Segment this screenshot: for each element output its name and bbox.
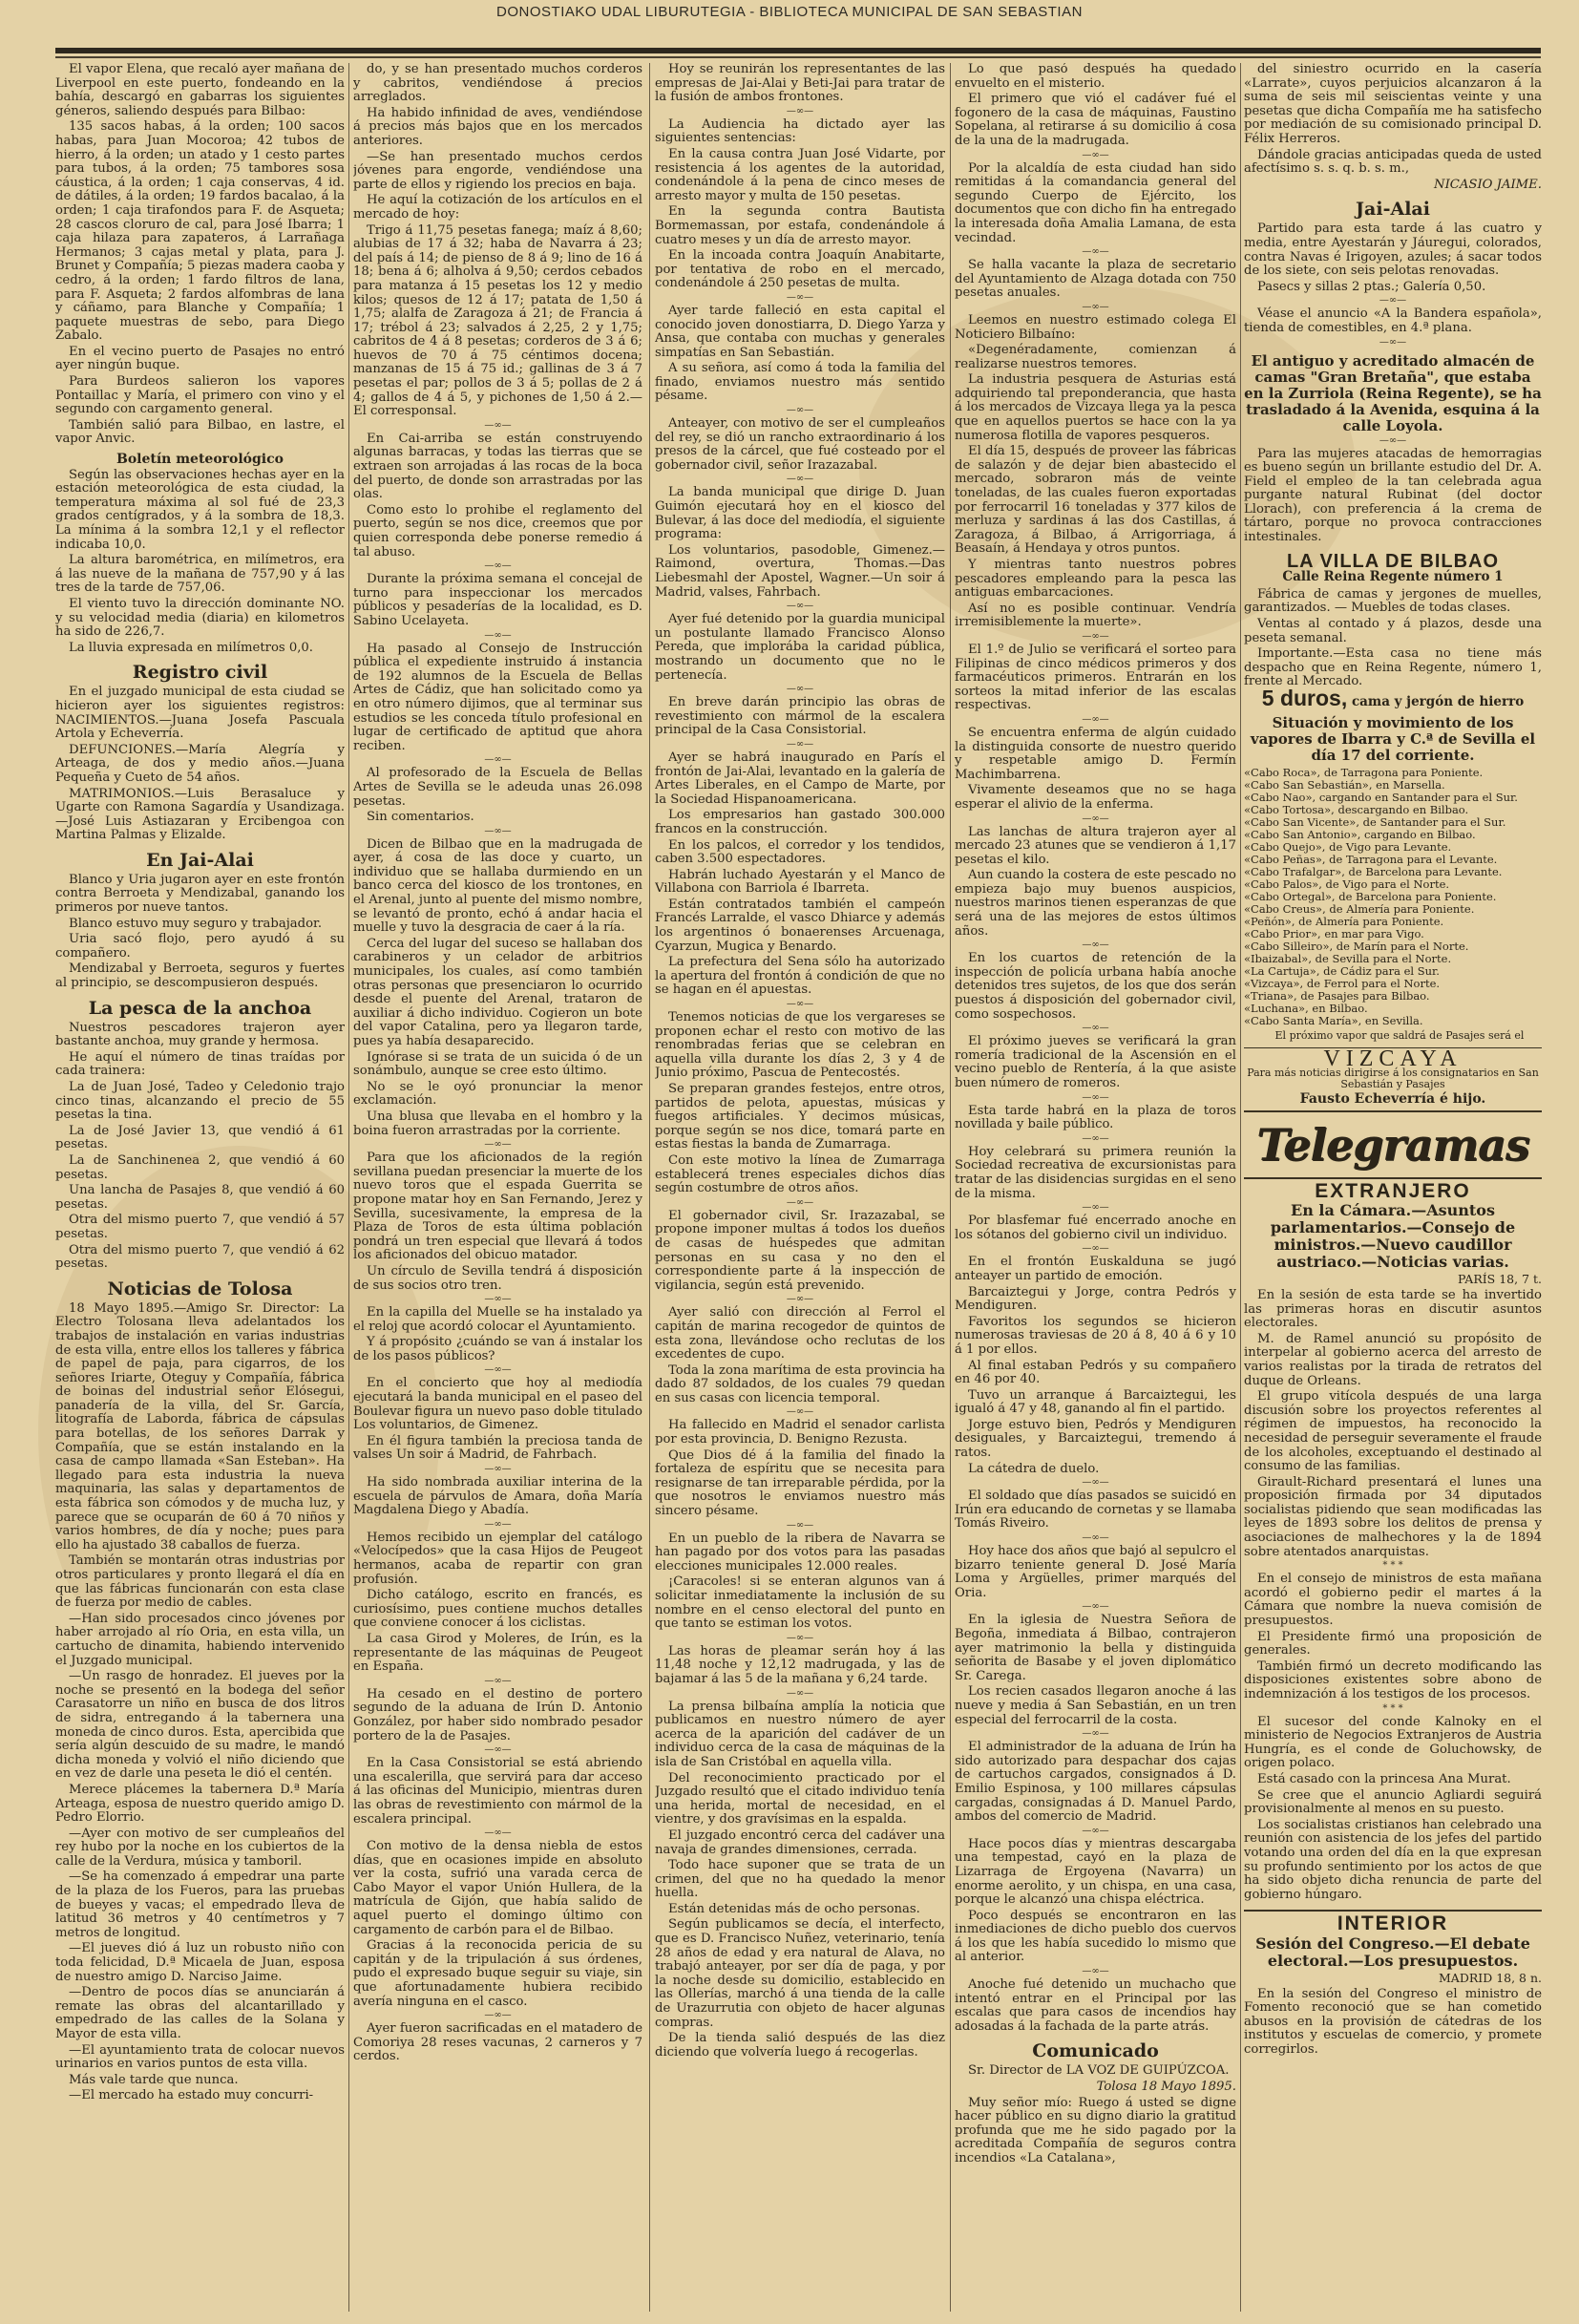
paragraph: —Dentro de pocos días se anunciarán á remate las obras del alcantarillado y empedrado de las calles de la Solana y Mayor de esta villa. <box>55 1985 345 2041</box>
paragraph: Tuvo un arranque á Barcaiztegui, les igualó á 47 y 48, ganando al fin el partido. <box>955 1387 1236 1417</box>
paragraph: 18 Mayo 1895.—Amigo Sr. Director: La Electro Tolosana lleva adelantados los trabajos de instalación en varias industrias de esta villa, entre ellos los talleres y fábrica de papel de paja, para cigarros, de los señores Iriarte, Oteguy y Compañía, fábrica de boinas del industrial señor Elósegui, panadería de la villa, del Sr. García, litografía de Laborda, fábrica de cápsulas para botellas, de los señores Darrak y Compañía, que se están instalando en la casa de campo llamada «San Esteban». Ha llegado para esta industria la nueva maquinaria, las salas y departamentos de esta fábrica son cómodos y de mucha luz, y parece que se ocuparán de 60 á 70 niños y varios hombres, de día y noche; pues para ello ha ajustado 38 caballos de fuerza. <box>55 1300 345 1553</box>
list-item: «Cabo Santa María», en Sevilla. <box>1244 1013 1423 1027</box>
paragraph: Ayer se habrá inaugurado en París el frontón de Jai-Alai, levantado en la galería de Artes Liberales, en el Campo de Marte, por la Sociedad Hispanoamericana. <box>655 750 945 807</box>
paragraph: Según las observaciones hechas ayer en la estación meteorológica de esta ciudad, la temperatura máxima al sol fué de 23,3 grados centígrados, y á la sombra de 18,3. La mínima á la sombra 12,1 y el reflector indicaba 10,0. <box>55 467 345 552</box>
paragraph: Con este motivo la línea de Zumarraga establecerá trenes especiales dichos días según costumbre de otros años. <box>655 1152 945 1196</box>
paragraph: Ayer fueron sacrificadas en el matadero de Comoriya 28 reses vacunas, 2 carneros y 7 cerdos. <box>353 2021 642 2064</box>
advert-vizcaya-agent: Fausto Echeverría é hijo. <box>1244 1092 1542 1112</box>
paragraph: La prefectura del Sena sólo ha autorizado la apertura del frontón á condición de que no se hagan en él apuestas. <box>655 955 945 998</box>
dateline: PARÍS 18, 7 t. <box>1458 1272 1542 1287</box>
paragraph: —El ayuntamiento trata de colocar nuevos urinarios en varios puntos de esta villa. <box>55 2042 345 2072</box>
heading-pesca-anchoa: La pesca de la anchoa <box>88 997 312 1019</box>
paragraph: Ha pasado al Consejo de Instrucción pública el expediente instruido á instancia de 192 alumnos de la Escuela de Bellas Artes de Cádiz, que han solicitado como ya en otro número dijimos, que al terminar sus estudios se les conceda título profesional en lugar de certificado de aptitud que ahora reciben. <box>353 641 642 753</box>
list-item: «Luchana», en Bilbao. <box>1244 1001 1368 1015</box>
ornament-divider: —∞— <box>786 1687 814 1699</box>
list-item: «Cabo Nao», cargando en Santander para el Sur. <box>1244 790 1518 804</box>
paragraph: Se halla vacante la plaza de secretario del Ayuntamiento de Alzaga dotada con 750 pesetas anuales. <box>955 258 1236 301</box>
paragraph: 135 sacos habas, á la orden; 100 sacos habas, para Juan Mocoroa; 42 tubos de hierro, á la orden; un atado y 1 cesto partes para tubos, á la orden; 75 tambores sosa cáustica, á la orden; 1 caja conservas, 4 id. de dátiles, á la orden; 19 fardos bacalao, á la orden; 1 caja tirafondos para F. de Asqueta; 28 cascos cloruro de cal, para José Ibarra; 1 caja hilaza para zapateros, á Larrañaga Hermanos; 3 cajas metal y plata, para J. Brunet y Compañía; 5 piezas madera caoba y cedro, á la orden; 1 fardo filtros de lana, para F. Asqueta; 2 fardos alfombras de lana y cáñamo, para Blanche y Compañía; 1 paquete muestras de sebo, para Diego Zabalo. <box>55 119 345 344</box>
advert-villa-bilbao-title: LA VILLA DE BILBAO <box>1286 550 1500 572</box>
paragraph: ¡Caracoles! si se enteran algunos van á solicitar inmediatamente la inclusión de su nombre en el censo electoral del punto en que tanto se estiman los votos. <box>655 1574 945 1632</box>
list-item: «La Cartuja», de Cádiz para el Sur. <box>1244 963 1440 978</box>
paragraph: El 1.º de Julio se verificará el sorteo para Filipinas de cinco médicos primeros y dos farmacéuticos primeros. Entrarán en los sorteos la mitad inferior de las escalas respectivas. <box>955 642 1236 713</box>
ornament-divider: —∞— <box>1082 630 1109 642</box>
list-item: «Cabo San Antonio», cargando en Bilbao. <box>1244 827 1476 841</box>
paragraph: Tenemos noticias de que los vergareses se proponen echar el resto con motivo de las renombradas ferias que se celebran en aquella villa durante los días 2, 3 y 4 de Junio próximo, Pascua de Pentecostés. <box>655 1010 945 1081</box>
paragraph: Las lanchas de altura trajeron ayer al mercado 23 atunes que se vendieron á 1,17 pesetas el kilo. <box>955 824 1236 867</box>
paragraph: Durante la próxima semana el concejal de turno para inspeccionar los mercados públicos y pesaderías de la localidad, es D. Sabino Ucelayeta. <box>353 572 642 628</box>
paragraph: Esta tarde habrá en la plaza de toros novillada y baile público. <box>955 1103 1236 1132</box>
ship-list <box>1244 767 1542 1027</box>
paragraph: Otra del mismo puerto 7, que vendió á 62 pesetas. <box>55 1242 345 1272</box>
paragraph: Mendizabal y Berroeta, seguros y fuertes al principio, se descompusieron después. <box>55 961 345 991</box>
paragraph: Aun cuando la costera de este pescado no empieza bajo muy buenos auspicios, nuestros marinos tienen esperanzas de que será una de las mejores de estos últimos años. <box>955 868 1236 939</box>
list-item: «Cabo Tortosa», descargando en Bilbao. <box>1244 802 1469 816</box>
paragraph: Ayer salió con dirección al Ferrol el capitán de marina recogedor de quintos de esta zona, llevándose ocho reclutas de los excedentes de cupo. <box>655 1305 945 1363</box>
column-4 <box>955 63 1236 2312</box>
paragraph: Nuestros pescadores trajeron ayer bastante anchoa, muy grande y hermosa. <box>55 1020 345 1049</box>
paragraph: Ha cesado en el destino de portero segundo de la aduana de Irún D. Antonio González, por haber sido nombrado pesador portero de la de Pasajes. <box>353 1686 642 1743</box>
paragraph: En la Casa Consistorial se está abriendo una escalerilla, que servirá para dar acceso á las oficinas del Municipio, mientras duren las obras de revestimiento con mármol de la escalera principal. <box>353 1756 642 1827</box>
list-item: «Cabo Creus», de Almería para Poniente. <box>1244 901 1475 916</box>
list-item: «Cabo Roca», de Tarragona para Poniente. <box>1244 765 1484 779</box>
telegram-headline: Sesión del Congreso.—El debate electoral.—Los presupuestos. <box>1255 1933 1530 1970</box>
paragraph: Dándole gracias anticipadas queda de usted afectísimo s. s. q. b. s. m., <box>1244 147 1542 177</box>
ornament-divider: —∞— <box>1082 1601 1109 1613</box>
paragraph: No se le oyó pronunciar la menor exclamación. <box>353 1079 642 1109</box>
paragraph: Están detenidas más de ocho personas. <box>668 1901 920 1916</box>
column-5 <box>1244 63 1542 2312</box>
ornament-divider: —∞— <box>1379 336 1407 348</box>
paragraph: Lo que pasó después ha quedado envuelto en el misterio. <box>955 63 1236 91</box>
ornament-divider: —∞— <box>484 560 512 572</box>
ornament-divider: —∞— <box>1379 434 1407 446</box>
paragraph: En el vecino puerto de Pasajes no entró ayer ningún buque. <box>55 344 345 373</box>
paragraph: En los palcos, el corredor y los tendidos, caben 3.500 espectadores. <box>655 837 945 867</box>
paragraph: Para que los aficionados de la región sevillana puedan presenciar la muerte de los nuevo toros que el espada Guerrita se propone matar hoy en San Fernando, Jerez y Sevilla, sucesivamente, la empresa de la Plaza de Toros de esta última población pondrá un tren especial que llevará á todos los aficionados del obicuo matador. <box>353 1151 642 1263</box>
list-item: «Cabo Prior», en mar para Vigo. <box>1244 926 1424 940</box>
ornament-divider: —∞— <box>786 105 814 116</box>
paragraph: Jorge estuvo bien, Pedrós y Mendiguren desiguales, y Barcaiztegui, tremendo á ratos. <box>955 1417 1236 1461</box>
paragraph: «Degenéradamente, comienzan á realizarse nuestros temores. <box>955 343 1236 371</box>
paragraph: —El jueves dió á luz un robusto niño con toda felicidad, D.ª Micaela de Juan, esposa de nuestro amigo D. Narciso Jaime. <box>55 1941 345 1984</box>
ornament-divider: —∞— <box>484 1518 512 1530</box>
paragraph: Hoy se reunirán los representantes de las empresas de Jai-Alai y Beti-Jai para tratar de la fusión de ambos frontones. <box>655 63 945 105</box>
paragraph: Una blusa que llevaba en el hombro y la boina fueron arrastradas por la corriente. <box>353 1109 642 1138</box>
paragraph: Los recien casados llegaron anoche á las nueve y media á San Sebastián, en un tren especial del ferrocarril de la costa. <box>955 1684 1236 1727</box>
paragraph: Al profesorado de la Escuela de Bellas Artes de Sevilla se le adeuda unas 26.098 pesetas. <box>353 766 642 809</box>
paragraph: do, y se han presentado muchos corderos y cabritos, vendiéndose á precios arreglados. <box>353 63 642 105</box>
advert-gran-bretana: El antiguo y acreditado almacén de camas "Gran Bretaña", que estaba en la Zurriola (Reina Regente), se ha trasladado á la Avenida, esquina á la calle Loyola. <box>1244 351 1542 434</box>
ornament-divider: —∞— <box>1082 1966 1109 1977</box>
advert-vizcaya-note: Para más noticias dirigirse á los consignatarios en San Sebastián y Pasajes <box>1247 1067 1539 1091</box>
paragraph: Dicho catálogo, escrito en francés, es curiosísimo, pues contiene muchos detalles que conviene conocer á los ciclistas. <box>353 1588 642 1631</box>
paragraph: Las horas de pleamar serán hoy á las 11,48 noche y 12,12 madrugada, y las de bajamar á las 5 de la mañana y 6,24 tarde. <box>655 1643 945 1686</box>
ornament-divider: —∞— <box>1082 246 1109 258</box>
ornament-divider: —∞— <box>1082 1477 1109 1489</box>
paragraph: Los voluntarios, pasodoble, Gimenez.—Raimond, overtura, Thomas.—Das Liebesmahl der Apostel, Wagner.—Un soir á Madrid, valses, Fahrbach. <box>655 542 945 600</box>
paragraph: El día 15, después de proveer las fábricas de salazón y de dejar bien abastecido el mercado, sobraron más de veinte toneladas, de las cuales fueron exportadas por ferrocarril 16 toneladas y 377 kilos de merluza y sardinas á las dos Castillas, á Zaragoza, á Bilbao, á Arrigorriaga, á Beasaín, á Hendaya y otros puntos. <box>955 444 1236 557</box>
list-item: «Cabo Ortegal», de Barcelona para Poniente. <box>1244 889 1497 903</box>
paragraph: El primero que vió el cadáver fué el fogonero de la casa de máquinas, Faustino Sopelana, al retirarse á su domicilio á cosa de la una de la madrugada. <box>955 92 1236 148</box>
ornament-divider: —∞— <box>786 474 814 485</box>
paragraph: En la iglesia de Nuestra Señora de Begoña, inmediata á Bilbao, contrajeron ayer matrimonio la bella y distinguida señorita de Basabe y el joven diplomático Sr. Carega. <box>955 1613 1236 1683</box>
paragraph: La industria pesquera de Asturias está adquiriendo tal preponderancia, que hasta á los mercados de Vizcaya llega ya la pesca que en aquellos puertos se hace con la ya numerosa flotilla de vapores pesqueros. <box>955 372 1236 443</box>
paragraph: del siniestro ocurrido en la casería «Larrate», cuyos perjuicios alcanzaron á la suma de seis mil seiscientas veinte y una pesetas que dicha Compañía me ha satisfecho por mediación de su comisionado principal D. Félix Herreros. <box>1244 63 1542 146</box>
column-1 <box>55 63 345 2312</box>
paragraph: La banda municipal que dirige D. Juan Guimón ejecutará hoy en el kiosco del Bulevar, á las doce del mediodía, el siguiente programa: <box>655 485 945 542</box>
paragraph: Todo hace suponer que se trata de un crimen, del que no ha quedado la menor huella. <box>655 1858 945 1901</box>
paragraph: Por la alcaldía de esta ciudad han sido remitidas á la comandancia general del segundo Cuerpo de Ejército, los documentos que con dicho fin ha entregado la interesada doña Amalia Lamana, de esta vecindad. <box>955 160 1236 245</box>
top-rule <box>55 56 1541 58</box>
paragraph: Cerca del lugar del suceso se hallaban dos carabineros y un celador de arbitrios municipales, los cuales, así como también otras personas que presenciaron lo ocurrido desde el puente del Arenal, trataron de auxiliar á dicho individuo. Cogieron un bote del vapor Catalina, pero ya llegaron tarde, pues ya había desaparecido. <box>353 936 642 1048</box>
ornament-divider: —∞— <box>1082 301 1109 312</box>
ornament-divider: —∞— <box>1082 149 1109 160</box>
paragraph: De la tienda salió después de las diez diciendo que volvería luego á recogerlas. <box>655 2031 945 2060</box>
paragraph: La prensa bilbaína amplía la noticia que publicamos en nuestro número de ayer acerca de la aparición del cadáver de un individuo cerca de la casa de máquinas de la isla de San Cristóbal en aquella villa. <box>655 1699 945 1769</box>
ornament-divider: —∞— <box>1082 1091 1109 1103</box>
ornament-divider: —∞— <box>786 291 814 303</box>
heading-boletin: Boletín meteorológico <box>116 452 284 468</box>
paragraph: Está casado con la princesa Ana Murat. <box>1257 1771 1511 1786</box>
ornament-divider: —∞— <box>786 684 814 695</box>
paragraph: En el consejo de ministros de esta mañana acordó el gobierno pedir el martes á la Cámara que nombre la nueva comisión de presupuestos. <box>1244 1572 1542 1629</box>
ornament-divider: —∞— <box>786 738 814 750</box>
paragraph: DEFUNCIONES.—María Alegría y Arteaga, de dos y medio años.—Juana Pequeña y Cueto de 54 años. <box>55 742 345 785</box>
paragraph: A su señora, así como á toda la familia del finado, enviamos nuestro más sentido pésame. <box>655 361 945 404</box>
list-item: «Cabo Quejo», de Vigo para Levante. <box>1244 839 1452 854</box>
advert-duros <box>1244 686 1542 710</box>
paragraph: Favoritos los segundos se hicieron numerosas traviesas de 20 á 8, 40 á 6 y 10 á 1 por ellos. <box>955 1314 1236 1357</box>
paragraph: En el frontón Euskalduna se jugó anteayer un partido de emoción. <box>955 1255 1236 1283</box>
paragraph: Ayer tarde falleció en esta capital el conocido joven donostiarra, D. Diego Yarza y Ansa, que contaba con muchas y generales simpatías en San Sebastián. <box>655 303 945 360</box>
paragraph: Otra del mismo puerto 7, que vendió á 57 pesetas. <box>55 1213 345 1241</box>
paragraph: Como esto lo prohibe el reglamento del puerto, según se nos dice, creemos que por quien corresponda debe ponerse remedio á tal abuso. <box>353 502 642 560</box>
advert-duros-price: 5 duros, <box>1261 686 1348 710</box>
heading-registro-civil: Registro civil <box>132 662 268 684</box>
paragraph: Girault-Richard presentará el lunes una proposición firmada por 34 diputados socialistas pidiendo que sean modificadas las leyes de 1893 sobre los delitos de prensa y asociaciones de malhechores y la de 1894 sobre atentados anarquistas. <box>1244 1474 1542 1559</box>
column-rule <box>1240 63 1241 2312</box>
paragraph: En los cuartos de retención de la inspección de policía urbana había anoche detenidos tres sujetos, de los que dos serán puestos á disposición del gobernador civil, como sospechosos. <box>955 951 1236 1022</box>
ornament-divider: —∞— <box>786 405 814 416</box>
ornament-divider: —∞— <box>1082 1023 1109 1034</box>
paragraph: Blanco y Uria jugaron ayer en este frontón contra Berroeta y Mendizabal, ganando los primeros por nueve tantos. <box>55 872 345 916</box>
paragraph: Trigo á 11,75 pesetas fanega; maíz á 8,60; alubias de 17 á 32; haba de Navarra á 23; del país á 14; de pienso de 8 á 9; lino de 16 á 18; bena á 6; alholva á 9,50; cerdos cebados para matanza á 15 pesetas los 12 y medio kilos; quesos de 12 á 17; patata de 1,50 á 1,75; alalfa de Zaragoza á 21; de Francia á 17; trébol á 23; salvados á 2,25, 2 y 1,75; cabritos de 4 á 8 pesetas; corderos de 3 á 6; huevos de 70 á 75 céntimos docena; manzanas de 15 á 75 id.; gallinas de 3 á 7 pesetas el par; pollos de 3 á 5; pollas de 2 á 4; gallos de 4 á 5, y pichones de 1,50 á 2.—El corresponsal. <box>353 222 642 419</box>
ornament-divider: * * * <box>1382 1560 1403 1572</box>
paragraph: M. de Ramel anunció su propósito de interpelar al gobierno acerca del arresto de varios realistas por la tirada de retratos del duque de Orleans. <box>1244 1331 1542 1388</box>
paragraph: En el juzgado municipal de esta ciudad se hicieron ayer los siguientes registros: NACIMIENTOS.—Juana Josefa Pascuala Artola y Echeverría. <box>55 685 345 742</box>
paragraph: El administrador de la aduana de Irún ha sido autorizado para despachar dos cajas de cartuchos cargados, consignados á D. Emilio Espinosa, y 100 millares cápsulas cargadas, consignadas á D. Manuel Pardo, ambos del comercio de Madrid. <box>955 1740 1236 1825</box>
column-2 <box>353 63 642 2312</box>
paragraph: Que Dios dé á la familia del finado la fortaleza de espíritu que se necesita para resignarse de tan irreparable pérdida, por la que nosotros le enviamos nuestro más sincero pésame. <box>655 1447 945 1519</box>
advert-duros-item: cama y jergón de hierro <box>1351 694 1525 709</box>
paragraph: El grupo vitícola después de una larga discusión sobre los proyectos referentes al régimen de impuestos, ha reconocido la necesidad de perseguir severamente el fraude de los alcoholes, exceptuando el destinado al consumo de las familias. <box>1244 1389 1542 1474</box>
list-item: «Cabo Palos», de Vigo para el Norte. <box>1244 877 1450 891</box>
paragraph: Más vale tarde que nunca. <box>69 2072 239 2087</box>
ornament-divider: —∞— <box>484 1675 512 1686</box>
paragraph: En breve darán principio las obras de revestimiento con mármol de la escalera principal de la Casa Consistorial. <box>655 695 945 738</box>
paragraph: Los empresarios han gastado 300.000 francos en la construcción. <box>655 808 945 836</box>
paragraph: Con motivo de la densa niebla de estos días, que en ocasiones impide en absoluto ver la costa, sufrió una varada cerca de Cabo Mayor el vapor Unión Hullera, de la matrícula de Gijón, que había salido de aquel puerto el domingo último con cargamento de carbón para el de Bilbao. <box>353 1839 642 1937</box>
paragraph: Fábrica de camas y jergones de muelles, garantizados. — Muebles de todas clases. <box>1244 586 1542 616</box>
ornament-divider: —∞— <box>1082 1728 1109 1740</box>
paragraph: También salió para Bilbao, en lastre, el vapor Anvic. <box>55 417 345 447</box>
ornament-divider: —∞— <box>1082 1132 1109 1144</box>
section-interior: INTERIOR <box>1244 1910 1542 1932</box>
paragraph: Muy señor mío: Ruego á usted se digne hacer público en su digno diario la gratitud profunda que me he sido pagado por la acreditada Compañía de seguros contra incendios «La Catalana», <box>955 2095 1236 2166</box>
paragraph: —Ayer con motivo de ser cumpleaños del rey hubo por la noche en los cubiertos de la calle de la Verdura, música y tamboril. <box>55 1826 345 1869</box>
paragraph: Los socialistas cristianos han celebrado una reunión con asistencia de los jefes del partido votando una orden del día en la que expresan su profundo sentimiento por los actos de que ha sido objeto dicha renuncia de parte del gobierno húngaro. <box>1244 1817 1542 1902</box>
section-extranjero: EXTRANJERO <box>1244 1177 1542 1199</box>
paragraph: Partido para esta tarde á las cuatro y media, entre Ayestarán y Jáuregui, colorados, contra Navas é Irigoyen, azules; á sacar todos de los siete, con seis pelotas renovadas. <box>1244 222 1542 279</box>
ornament-divider: —∞— <box>786 601 814 612</box>
column-rule <box>649 63 650 2312</box>
ornament-divider: —∞— <box>1082 813 1109 824</box>
paragraph: Anteayer, con motivo de ser el cumpleaños del rey, se dió un rancho extraordinario á los presos de la cárcel, que fué costeado por el gobernador civil, señor Irazazabal. <box>655 416 945 473</box>
ornament-divider: —∞— <box>786 1294 814 1305</box>
paragraph: En el concierto que hoy al mediodía ejecutará la banda municipal en el paseo del Boulevar figura un nuevo paso doble titulado Los voluntarios, de Gimenez. <box>353 1376 642 1433</box>
paragraph: Vivamente deseamos que no se haga esperar el alivio de la enferma. <box>955 783 1236 812</box>
ornament-divider: —∞— <box>484 1744 512 1756</box>
list-item: «Cabo San Vicente», de Santander para el Sur. <box>1244 814 1506 829</box>
paragraph: La altura barométrica, en milímetros, era á las nueve de la mañana de 757,90 y á las tres de la tarde de 757,06. <box>55 553 345 596</box>
paragraph: La cátedra de duelo. <box>968 1461 1100 1476</box>
paragraph: El Presidente firmó una proposición de generales. <box>1244 1629 1542 1658</box>
paragraph: Toda la zona marítima de esta provincia ha dado 87 soldados, de los cuales 79 quedan en sus casas con licencia temporal. <box>655 1363 945 1405</box>
library-header: DONOSTIAKO UDAL LIBURUTEGIA - BIBLIOTECA MUNICIPAL DE SAN SEBASTIAN <box>496 4 1083 20</box>
dateline: MADRID 18, 8 n. <box>1439 1970 1542 1985</box>
paragraph: En la sesión del Congreso el ministro de Fomento reconoció que se han cometido abusos en la provisión de cátedras de los institutos y escuelas de comercio, y promete corregirlos. <box>1244 1986 1542 2057</box>
list-item: «Cabo Silleiro», de Marín para el Norte. <box>1244 939 1469 953</box>
ornament-divider: —∞— <box>484 1828 512 1839</box>
ornament-divider: —∞— <box>1082 940 1109 951</box>
paragraph: Están contratados también el campeón Francés Larralde, el vasco Dhiarce y además los argentinos ó bonaerenses Arcuenaga, Cyarzun, Mugica y Benardo. <box>655 897 945 954</box>
column-3 <box>655 63 945 2312</box>
paragraph: Hoy celebrará su primera reunión la Sociedad recreativa de excursionistas para tratar de las disidencias surgidas en el seno de la misma. <box>955 1144 1236 1201</box>
paragraph: El gobernador civil, Sr. Irazazabal, se propone imponer multas á todos los dueños de casas de huéspedes que admitan personas en su casa y no den el correspondiente parte á la inspección de vigilancia, según está prevenido. <box>655 1208 945 1293</box>
heading-jai-alai: En Jai-Alai <box>146 849 254 871</box>
list-item: «Cabo San Sebastián», en Marsella. <box>1244 777 1445 792</box>
paragraph: Para las mujeres atacadas de hemorragias es bueno según un brillante estudio del Dr. A. Field el empleo de la tan celebrada agua purgante natural Rubinat (del doctor Llorach), con preferencia á la crema de tártaro, porque no provoca contracciones intestinales. <box>1244 446 1542 545</box>
ornament-divider: —∞— <box>1082 1825 1109 1836</box>
paragraph: El sucesor del conde Kalnoky en el ministerio de Negocios Extranjeros de Austria Hungría, es el conde de Goluchowsky, de origen polaco. <box>1244 1714 1542 1771</box>
ornament-divider: —∞— <box>1082 1243 1109 1255</box>
paragraph: En un pueblo de la ribera de Navarra se han pagado por dos votos para las pasadas elecciones municipales 12.000 reales. <box>655 1531 945 1574</box>
paragraph: En él figura también la preciosa tanda de valses Un soir á Madrid, de Fahrbach. <box>353 1433 642 1463</box>
paragraph: Hace pocos días y mientras descargaba una tempestad, cayó en la plaza de Lizarraga de Ergoyena (Navarra) un enorme aerolito, y un chispa, en una casa, porque le alcanzó una chispa eléctrica. <box>955 1836 1236 1908</box>
paragraph: La Audiencia ha dictado ayer las siguientes sentencias: <box>655 116 945 146</box>
paragraph: La de Sanchinenea 2, que vendió á 60 pesetas. <box>55 1152 345 1182</box>
paragraph: Uria sacó flojo, pero ayudó á su compañero. <box>55 932 345 961</box>
paragraph: Importante.—Esta casa no tiene más despacho que en Reina Regente, número 1, frente al Mercado. <box>1244 646 1542 689</box>
paragraph: Ha habido infinidad de aves, vendiéndose á precios más bajos que en los mercados anteriores. <box>353 105 642 148</box>
ornament-divider: —∞— <box>484 629 512 641</box>
paragraph: Véase el anuncio «A la Bandera española», tienda de comestibles, en 4.ª plana. <box>1244 306 1542 335</box>
ornament-divider: —∞— <box>786 1632 814 1643</box>
telegramas-title: Telegramas <box>1256 1118 1529 1171</box>
paragraph: En la capilla del Muelle se ha instalado ya el reloj que acordó colocar el Ayuntamiento. <box>353 1305 642 1334</box>
advert-vizcaya-title: VIZCAYA <box>1244 1047 1542 1067</box>
paragraph: Al final estaban Pedrós y su compañero en 46 por 40. <box>955 1358 1236 1387</box>
paragraph: También firmó un decreto modificando las disposiciones existentes sobre abono de indemnización á los testigos de los procesos. <box>1244 1658 1542 1701</box>
ornament-divider: —∞— <box>1082 713 1109 725</box>
ornament-divider: —∞— <box>484 1139 512 1151</box>
paragraph: Dicen de Bilbao que en la madrugada de ayer, á cosa de las doce y cuarto, un individuo que se hallaba durmiendo en un banco cerca del kiosco de los trontones, en el Arenal, junto al puente del mismo nombre, se levantó de pronto, echó á andar hacia el muelle y tuvo la desgracia de caer á la ría. <box>353 836 642 936</box>
paragraph: Poco después se encontraron en las inmediaciones de dicho pueblo dos cuervos á los que les había sucedido lo mismo que al anterior. <box>955 1908 1236 1965</box>
paragraph: El vapor Elena, que recaló ayer mañana de Liverpool en este puerto, fondeando en la bahía, descargó en gabarras los siguientes géneros, saliendo después para Bilbao: <box>55 63 345 118</box>
paragraph: Así no es posible continuar. Vendría irremisiblemente la muerte». <box>955 601 1236 630</box>
paragraph: Leemos en nuestro estimado colega El Noticiero Bilbaíno: <box>955 312 1236 342</box>
ornament-divider: —∞— <box>484 1364 512 1376</box>
paragraph: Se preparan grandes festejos, entre otros, partidos de pelota, apuestas, músicas y fuegos artificiales. Y decimos músicas, porque según se nos dice, tomará parte en estas fiestas la banda de Zumarraga. <box>655 1082 945 1152</box>
paragraph: Por blasfemar fué encerrado anoche en los sótanos del gobierno civil un individuo. <box>955 1214 1236 1242</box>
paragraph: Gracias á la reconocida pericia de su capitán y de la tripulación á sus órdenes, pudo el expresado buque seguir su viaje, sin que afortunadamente hubiera recibido avería ninguna en el casco. <box>353 1938 642 2009</box>
paragraph: La lluvia expresada en milímetros 0,0. <box>69 640 314 655</box>
ornament-divider: —∞— <box>484 754 512 766</box>
paragraph: En la incoada contra Joaquín Anabitarte, por tentativa de robo en el mercado, condenándole á 250 pesetas de multa. <box>655 248 945 291</box>
paragraph: El próximo vapor que saldrá de Pasajes será el <box>1274 1028 1525 1042</box>
column-rule <box>950 63 951 2312</box>
paragraph: Para Burdeos salieron los vapores Pontaillac y María, el primero con vino y el segundo con cargamento general. <box>55 374 345 417</box>
paragraph: Según publicamos se decía, el interfecto, que es D. Francisco Nuñez, veterinario, tenía 28 años de edad y era natural de Alava, no trabajó anteayer, por ser día de paga, y por la noche desde su domicilio, establecido en las Ollerías, marchó á una tienda de la calle de Urazurrutia con objeto de hacer algunas compras. <box>655 1917 945 2030</box>
ornament-divider: —∞— <box>786 1519 814 1531</box>
paragraph: Y á propósito ¿cuándo se van á instalar los de los pasos públicos? <box>353 1335 642 1363</box>
paragraph: El juzgado encontró cerca del cadáver una navaja de grandes dimensiones, cerrada. <box>655 1828 945 1857</box>
paragraph: Merece plácemes la tabernera D.ª María Arteaga, esposa de nuestro querido amigo D. Pedro Elorrio. <box>55 1782 345 1826</box>
paragraph: Un círculo de Sevilla tendrá á disposición de sus socios otro tren. <box>353 1263 642 1293</box>
ornament-divider: —∞— <box>786 999 814 1010</box>
paragraph: Y mientras tanto nuestros pobres pescadores empleando para la pesca las antiguas embarcaciones. <box>955 558 1236 601</box>
dateline: Tolosa 18 Mayo 1895. <box>1096 2080 1236 2095</box>
list-item: «Peñón», de Almería para Poniente. <box>1244 914 1444 928</box>
paragraph: Ayer fué detenido por la guardia municipal un postulante llamado Francisco Alonso Pereda, que implorába la caridad pública, mostrando un documento que no le pertenecía. <box>655 612 945 683</box>
advert-villa-bilbao-address: Calle Reina Regente número 1 <box>1282 569 1504 585</box>
ornament-divider: * * * <box>1382 1702 1403 1714</box>
paragraph: Se cree que el anuncio Agliardi seguirá provisionalmente al menos en su puesto. <box>1244 1787 1542 1817</box>
paragraph: El viento tuvo la dirección dominante NO. y su velocidad media (diaria) en kilometros ha sido de 226,7. <box>55 596 345 640</box>
ornament-divider: —∞— <box>484 419 512 431</box>
paragraph: El próximo jueves se verificará la gran romería tradicional de la Ascensión en el vecino pueblo de Rentería, á la que asiste buen número de romeros. <box>955 1034 1236 1090</box>
telegram-headline: En la Cámara.—Asuntos parlamentarios.—Consejo de ministros.—Nuevo caudillor austriaco.—Noticias varias. <box>1270 1201 1516 1272</box>
paragraph: Una lancha de Pasajes 8, que vendió á 60 pesetas. <box>55 1183 345 1212</box>
list-item: «Cabo Peñas», de Tarragona para el Levante. <box>1244 852 1498 866</box>
ornament-divider: —∞— <box>786 1196 814 1208</box>
ornament-divider: —∞— <box>484 1464 512 1475</box>
paragraph: He aquí el número de tinas traídas por cada trainera: <box>55 1049 345 1079</box>
paragraph: Del reconocimiento practicado por el Juzgado resultó que el citado individuo tenía una herida, mortal de necesidad, en el vientre, y dos gravísimas en la espalda. <box>655 1770 945 1828</box>
ornament-divider: —∞— <box>484 825 512 836</box>
paragraph: En la sesión de esta tarde se ha invertido las primeras horas en discutir asuntos electorales. <box>1244 1287 1542 1331</box>
paragraph: MATRIMONIOS.—Luis Berasaluce y Ugarte con Ramona Sagardía y Usandizaga.—José Luis Astiazaran y Ercibengoa con Martina Palmas y Elizalde. <box>55 786 345 843</box>
paragraph: En Cai-arriba se están construyendo algunas barracas, y todas las tierras que se extraen son arrojadas á las rocas de la boca del puerto, de donde son arrastradas por las olas. <box>353 431 642 502</box>
list-item: «Vizcaya», de Ferrol para el Norte. <box>1244 976 1441 990</box>
paragraph: Hemos recibido un ejemplar del catálogo «Velocípedos» que la casa Hijos de Peugeot hermanos, acaba de repartir con gran profusión. <box>353 1530 642 1587</box>
list-item: «Triana», de Pasajes para Bilbao. <box>1244 988 1430 1003</box>
paragraph: Se encuentra enferma de algún cuidado la distinguida consorte de nuestro querido y respetable amigo D. Fermín Machimbarrena. <box>955 725 1236 782</box>
paragraph: Ventas al contado y á plazos, desde una peseta semanal. <box>1244 617 1542 645</box>
ornament-divider: —∞— <box>484 1294 512 1305</box>
paragraph: También se montarán otras industrias por otros particulares y pronto llegará el día en que las fábricas funcionarán con esta clase de fuerza por medio de cables. <box>55 1553 345 1611</box>
paragraph: La de José Javier 13, que vendió á 61 pesetas. <box>55 1123 345 1152</box>
paragraph: Pasecs y sillas 2 ptas.; Galería 0,50. <box>1257 279 1486 294</box>
paragraph: Sr. Director de LA VOZ DE GUIPÚZCOA. <box>968 2063 1230 2079</box>
paragraph: Habrán luchado Ayestarán y el Manco de Villabona con Barriola é Ibarreta. <box>655 867 945 897</box>
paragraph: La casa Girod y Moleres, de Irún, es la representante de las máquinas de Peugeot en España. <box>353 1631 642 1675</box>
ornament-divider: —∞— <box>484 2010 512 2021</box>
paragraph: Ha fallecido en Madrid el senador carlista por esta provincia, D. Benigno Rezusta. <box>655 1418 945 1447</box>
paragraph: Hoy hace dos años que bajó al sepulcro el bizarro teniente general D. José María Loma y Argüelles, primer marqués del Oria. <box>955 1544 1236 1600</box>
paragraph: En la segunda contra Bautista Bormemassan, por estafa, condenándole á cuatro meses y un día de arresto mayor. <box>655 204 945 247</box>
ornament-divider: —∞— <box>1379 295 1407 306</box>
paragraph: —El mercado ha estado muy concurri- <box>69 2088 314 2103</box>
paragraph: —Un rasgo de honradez. El jueves por la noche se presentó en la bodega del señor Carasatorre un niño en busca de dos litros de sidra, entregando á la tabernera una moneda de cinco duros. Esta, apercibida que sería algún descuido de su madre, le mandó dicha moneda y volvió el niño diciendo que en vez de darle una peseta le dió el centén. <box>55 1669 345 1782</box>
list-item: «Ibaizabal», de Sevilla para el Norte. <box>1244 951 1452 965</box>
paragraph: —Han sido procesados cinco jóvenes por haber arrojado al río Oria, en esta villa, un cartucho de dinamita, habiendo intervenido el Juzgado municipal. <box>55 1611 345 1668</box>
paragraph: Ignórase si se trata de un suicida ó de un sonámbulo, aunque se cree esto último. <box>353 1049 642 1079</box>
paragraph: Anoche fué detenido un muchacho que intentó entrar en el Principal por las escalas que para casos de incendios hay adosadas á la fachada de la parte atrás. <box>955 1977 1236 2034</box>
column-rule <box>348 63 349 2312</box>
paragraph: Sin comentarios. <box>367 810 474 825</box>
signature: NICASIO JAIME. <box>1434 177 1542 192</box>
heading-comunicado: Comunicado <box>1032 2040 1159 2062</box>
paragraph: Blanco estuvo muy seguro y trabajador. <box>69 916 323 931</box>
ornament-divider: —∞— <box>1082 1532 1109 1544</box>
paragraph: Barcaiztegui y Jorge, contra Pedrós y Mendiguren. <box>955 1284 1236 1314</box>
top-rule <box>55 48 1541 53</box>
ornament-divider: —∞— <box>1082 1202 1109 1214</box>
advert-ibarra-title: Situación y movimiento de los vapores de Ibarra y C.ª de Sevilla el día 17 del corriente. <box>1250 713 1536 764</box>
paragraph: —Se han presentado muchos cerdos jóvenes para engorde, vendiéndose una parte de ellos y rigiendo los precios en baja. <box>353 149 642 192</box>
paragraph: En la causa contra Juan José Vidarte, por resistencia á los agentes de la autoridad, condenándole á la pena de cinco meses de arresto mayor y multa de 150 pesetas. <box>655 146 945 203</box>
heading-jai-alai: Jai-Alai <box>1356 199 1430 221</box>
paragraph: El soldado que días pasados se suicidó en Irún era educando de cornetas y se llamaba Tomás Riveiro. <box>955 1489 1236 1532</box>
paragraph: La de Juan José, Tadeo y Celedonio trajo cinco tinas, alcanzando el precio de 55 pesetas la tina. <box>55 1080 345 1123</box>
ornament-divider: —∞— <box>786 1406 814 1418</box>
paragraph: He aquí la cotización de los artículos en el mercado de hoy: <box>353 193 642 222</box>
paragraph: —Se ha comenzado á empedrar una parte de la plaza de los Fueros, para las pruebas de bueyes y vacas; el empedrado lleva de latitud 36 metros y 40 centímetros y 7 metros de longitud. <box>55 1870 345 1940</box>
list-item: «Cabo Trafalgar», de Barcelona para Levante. <box>1244 864 1503 878</box>
paragraph: Ha sido nombrada auxiliar interina de la escuela de párvulos de Amara, doña María Magdalena Diego y Abadía. <box>353 1475 642 1518</box>
heading-noticias-tolosa: Noticias de Tolosa <box>107 1278 293 1299</box>
